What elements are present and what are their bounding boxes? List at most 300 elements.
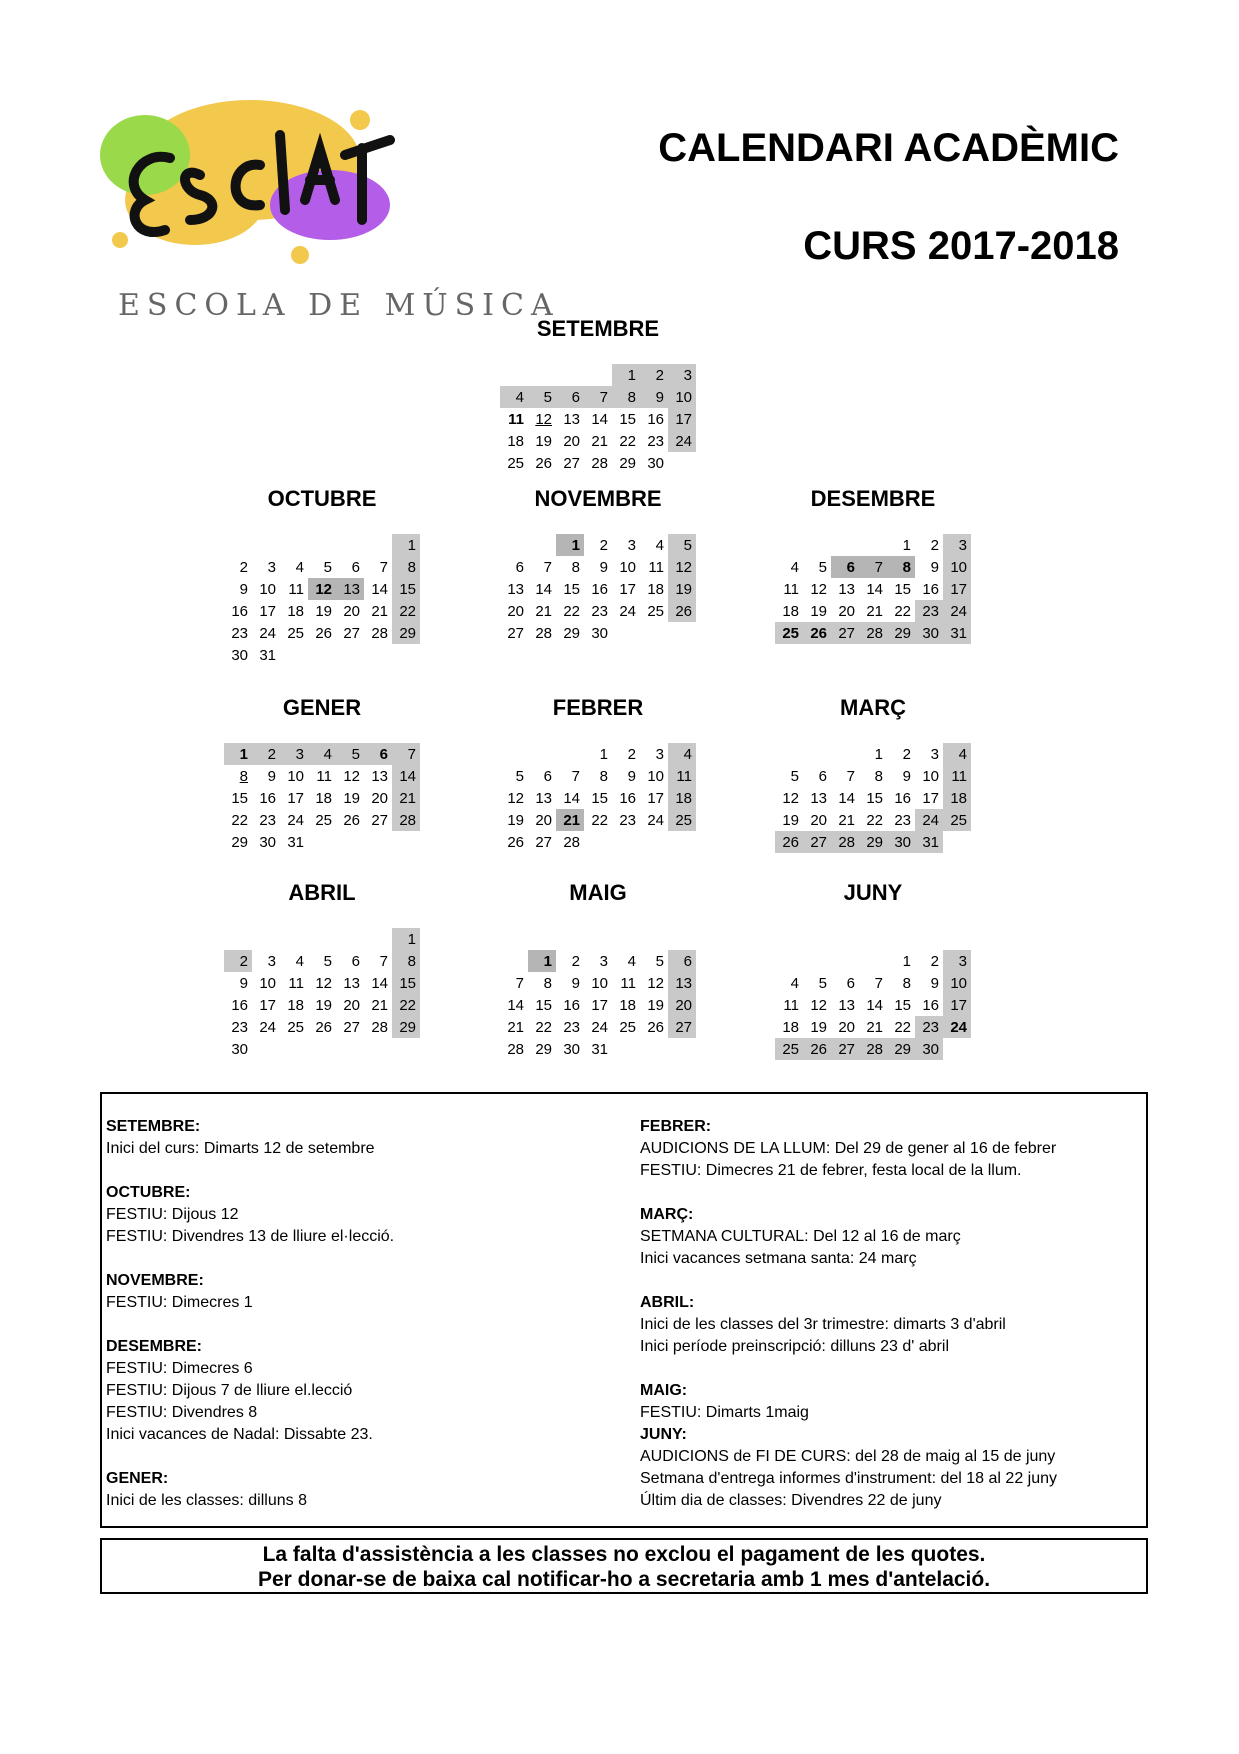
empty-cell [500,534,528,556]
month-marc [775,695,971,853]
day-cell: 9 [599,558,608,576]
empty-cell [392,1038,420,1060]
day-cell: 25 [507,454,524,472]
empty-cell [584,364,612,386]
month-name: JUNY [843,880,903,905]
day-cell: 14 [591,410,608,428]
day-cell: 28 [371,1018,388,1036]
notes-line: Setmana d'entrega informes d'instrument: del 18 al 22 juny [640,1470,1058,1487]
day-cell: 8 [612,386,640,408]
empty-cell [308,831,336,853]
footer-notice [100,1538,1148,1594]
day-cell: 7 [584,386,612,408]
day-cell: 15 [535,996,552,1014]
day-cell: 2 [599,536,608,554]
day-cell: 19 [668,578,696,600]
month-juny [775,880,971,1060]
day-cell: 12 [810,996,827,1014]
month-grid [224,534,420,666]
day-cell: 25 [943,809,971,831]
month-octubre [224,486,420,666]
empty-cell [528,534,556,556]
day-cell: 7 [571,767,580,785]
day-cell: 23 [591,602,608,620]
day-cell: 2 [252,743,280,765]
day-cell: 13 [838,996,855,1014]
day-cell: 4 [790,974,799,992]
day-cell: 3 [668,364,696,386]
day-cell: 3 [943,950,971,972]
day-cell: 20 [371,789,388,807]
day-cell: 22 [392,600,420,622]
month-name: GENER [282,695,362,720]
empty-cell [831,534,859,556]
day-cell: 25 [775,622,803,644]
day-cell: 5 [655,952,664,970]
day-cell: 23 [915,600,943,622]
empty-cell [336,928,364,950]
day-cell: 10 [259,974,276,992]
empty-cell [336,831,364,853]
day-cell: 20 [838,1018,855,1036]
day-cell: 9 [930,558,939,576]
day-cell: 4 [668,743,696,765]
day-cell: 24 [591,1018,608,1036]
day-cell: 9 [267,767,276,785]
day-cell: 27 [668,1016,696,1038]
footer-line-2: Per donar-se de baixa cal notificar-ho a secretaria amb 1 mes d'antelació. [257,1568,991,1591]
day-cell: 25 [287,624,304,642]
empty-cell [252,928,280,950]
day-cell: 17 [619,580,636,598]
day-cell: 7 [846,767,855,785]
empty-cell [224,928,252,950]
empty-cell [336,534,364,556]
day-cell: 5 [818,558,827,576]
notes-section [640,1380,1146,1424]
empty-cell [831,743,859,765]
day-cell: 8 [902,974,911,992]
notes-section [640,1292,1146,1358]
day-cell: 1 [902,952,911,970]
day-cell: 28 [392,809,420,831]
month-grid [224,928,420,1060]
day-cell: 8 [571,558,580,576]
day-cell: 21 [507,1018,524,1036]
day-cell: 7 [392,743,420,765]
day-cell: 31 [287,833,304,851]
empty-cell [308,644,336,666]
day-cell: 26 [535,454,552,472]
day-cell: 11 [288,580,304,598]
day-cell: 27 [371,811,388,829]
empty-cell [392,831,420,853]
day-cell: 22 [894,1018,911,1036]
day-cell: 18 [782,1018,799,1036]
empty-cell [831,950,859,972]
day-cell: 24 [619,602,636,620]
empty-cell [859,950,887,972]
day-cell: 23 [619,811,636,829]
month-grid [500,950,696,1060]
empty-cell [556,364,584,386]
day-cell: 26 [803,1038,831,1060]
day-cell: 25 [287,1018,304,1036]
day-cell: 6 [818,767,827,785]
notes-section-heading: DESEMBRE: [106,1338,203,1355]
day-cell: 21 [371,996,388,1014]
day-cell: 16 [647,410,664,428]
day-cell: 15 [866,789,883,807]
day-cell: 28 [371,624,388,642]
day-cell: 3 [280,743,308,765]
day-cell: 16 [619,789,636,807]
day-cell: 27 [803,831,831,853]
day-cell: 6 [543,767,552,785]
day-cell: 20 [343,996,360,1014]
day-cell: 16 [922,580,939,598]
day-cell: 1 [224,743,252,765]
day-cell: 15 [619,410,636,428]
month-name: MAIG [569,880,627,905]
day-cell: 29 [392,622,420,644]
month-name: ABRIL [288,880,356,905]
day-cell: 16 [894,789,911,807]
day-cell: 2 [640,364,668,386]
day-cell: 5 [818,974,827,992]
notes-line: FESTIU: Dimecres 6 [106,1360,253,1377]
day-cell: 21 [371,602,388,620]
day-cell: 24 [915,809,943,831]
notes-section-heading: JUNY: [640,1426,687,1443]
day-cell: 4 [295,558,304,576]
day-cell: 19 [507,811,524,829]
day-cell: 26 [668,600,696,622]
day-cell: 21 [591,432,608,450]
day-cell: 28 [507,1040,524,1058]
day-cell: 30 [563,1040,580,1058]
empty-cell [528,743,556,765]
empty-cell [280,1038,308,1060]
day-cell: 10 [287,767,304,785]
day-cell: 27 [343,624,360,642]
day-cell: 29 [887,622,915,644]
day-cell: 2 [239,558,248,576]
day-cell: 11 [508,410,524,428]
day-cell: 11 [668,765,696,787]
day-cell: 18 [668,787,696,809]
day-cell: 29 [563,624,580,642]
day-cell: 3 [930,745,939,763]
notes-line: Inici període preinscripció: dilluns 23 d' abril [640,1338,949,1355]
day-cell: 24 [259,1018,276,1036]
day-cell: 26 [315,1018,332,1036]
day-cell: 4 [790,558,799,576]
empty-cell [803,950,831,972]
notes-section [640,1116,1146,1182]
day-cell: 18 [315,789,332,807]
day-cell: 19 [782,811,799,829]
notes-line: Inici vacances setmana santa: 24 març [640,1250,917,1267]
day-cell: 13 [336,578,364,600]
notes-line: Últim dia de classes: Divendres 22 de juny [640,1492,942,1509]
empty-cell [803,534,831,556]
day-cell: 5 [323,952,332,970]
day-cell: 11 [783,996,799,1014]
day-cell: 11 [288,974,304,992]
empty-cell [556,743,584,765]
month-name: OCTUBRE [267,486,377,511]
day-cell: 23 [647,432,664,450]
month-grid [500,743,696,853]
empty-cell [252,534,280,556]
month-name: NOVEMBRE [534,486,662,511]
day-cell: 12 [782,789,799,807]
notes-right-column [640,1116,1146,1534]
notes-section-heading: MARÇ: [640,1206,694,1223]
day-cell: 13 [563,410,580,428]
day-cell: 26 [803,622,831,644]
month-name: SETEMBRE [536,316,660,341]
day-cell: 15 [392,972,420,994]
day-cell: 13 [535,789,552,807]
day-cell: 16 [922,996,939,1014]
day-cell: 15 [894,580,911,598]
day-cell: 4 [295,952,304,970]
day-cell: 3 [599,952,608,970]
day-cell: 29 [887,1038,915,1060]
day-cell: 2 [627,745,636,763]
day-cell: 19 [343,789,360,807]
day-cell: 11 [943,765,971,787]
day-cell: 16 [259,789,276,807]
day-cell: 10 [647,767,664,785]
day-cell: 19 [647,996,664,1014]
day-cell: 28 [859,1038,887,1060]
day-cell: 26 [315,624,332,642]
logo-subtitle: ESCOLA DE MÚSICA [118,288,560,323]
day-cell: 2 [224,950,252,972]
day-cell: 30 [915,622,943,644]
day-cell: 27 [507,624,524,642]
day-cell: 24 [647,811,664,829]
month-name: MARÇ [840,695,906,720]
day-cell: 23 [915,1016,943,1038]
day-cell: 6 [668,950,696,972]
day-cell: 24 [943,1016,971,1038]
day-cell: 12 [315,974,332,992]
day-cell: 8 [874,767,883,785]
day-cell: 12 [810,580,827,598]
day-cell: 22 [231,811,248,829]
day-cell: 10 [922,767,939,785]
day-cell: 10 [943,556,971,578]
day-cell: 13 [810,789,827,807]
day-cell: 6 [831,556,859,578]
footer-line-1: La falta d'assistència a les classes no exclou el pagament de les quotes. [262,1543,986,1566]
day-cell: 14 [507,996,524,1014]
notes-line: Inici del curs: Dimarts 12 de setembre [106,1140,375,1157]
notes-section-heading: MAIG: [640,1382,688,1399]
month-febrer [500,695,696,853]
day-cell: 26 [343,811,360,829]
day-cell: 23 [563,1018,580,1036]
day-cell: 6 [351,558,360,576]
day-cell: 18 [647,580,664,598]
day-cell: 29 [535,1040,552,1058]
day-cell: 23 [231,1018,248,1036]
notes-line: Inici vacances de Nadal: Dissabte 23. [106,1426,373,1443]
day-cell: 30 [231,646,248,664]
notes-line: Inici de les classes: dilluns 8 [106,1492,307,1509]
logo-splash-icon [100,80,400,290]
empty-cell [668,831,696,853]
day-cell: 27 [563,454,580,472]
day-cell: 4 [943,743,971,765]
day-cell: 1 [599,745,608,763]
day-cell: 20 [668,994,696,1016]
day-cell: 7 [543,558,552,576]
day-cell: 9 [627,767,636,785]
day-cell: 7 [379,952,388,970]
day-cell: 17 [259,996,276,1014]
notes-line: FESTIU: Dimecres 21 de febrer, festa local de la llum. [640,1162,1022,1179]
empty-cell [668,1038,696,1060]
day-cell: 9 [571,974,580,992]
day-cell: 13 [668,972,696,994]
day-cell: 20 [838,602,855,620]
day-cell: 6 [556,386,584,408]
day-cell: 14 [866,996,883,1014]
day-cell: 8 [599,767,608,785]
day-cell: 21 [392,787,420,809]
month-grid [224,743,420,853]
day-cell: 12 [535,410,552,428]
day-cell: 21 [866,602,883,620]
day-cell: 8 [239,767,248,785]
notes-section-heading: NOVEMBRE: [106,1272,204,1289]
notes-left-column [106,1116,626,1534]
day-cell: 29 [859,831,887,853]
day-cell: 5 [668,534,696,556]
empty-cell [280,644,308,666]
notes-section [106,1336,626,1446]
day-cell: 19 [535,432,552,450]
day-cell: 4 [655,536,664,554]
day-cell: 11 [316,767,332,785]
month-grid [775,950,971,1060]
day-cell: 10 [259,580,276,598]
day-cell: 15 [392,578,420,600]
day-cell: 9 [640,386,668,408]
day-cell: 22 [591,811,608,829]
day-cell: 18 [507,432,524,450]
day-cell: 17 [287,789,304,807]
day-cell: 25 [647,602,664,620]
day-cell: 7 [859,556,887,578]
day-cell: 17 [591,996,608,1014]
day-cell: 9 [239,974,248,992]
notes-line: FESTIU: Dijous 12 [106,1206,239,1223]
day-cell: 31 [943,622,971,644]
day-cell: 19 [810,1018,827,1036]
empty-cell [308,534,336,556]
empty-cell [364,831,392,853]
notes-section-heading: FEBRER: [640,1118,712,1135]
day-cell: 1 [392,534,420,556]
month-novembre [500,486,696,644]
day-cell: 31 [591,1040,608,1058]
day-cell: 18 [943,787,971,809]
empty-cell [336,1038,364,1060]
day-cell: 5 [515,767,524,785]
notes-section-heading: SETEMBRE: [106,1118,201,1135]
day-cell: 28 [859,622,887,644]
day-cell: 19 [315,996,332,1014]
day-cell: 18 [619,996,636,1014]
month-desembre [775,486,971,644]
day-cell: 25 [775,1038,803,1060]
day-cell: 1 [392,928,420,950]
day-cell: 16 [563,996,580,1014]
day-cell: 12 [343,767,360,785]
day-cell: 25 [315,811,332,829]
day-cell: 30 [915,1038,943,1060]
empty-cell [364,534,392,556]
day-cell: 6 [515,558,524,576]
day-cell: 13 [838,580,855,598]
day-cell: 17 [922,789,939,807]
notes-line: SETMANA CULTURAL: Del 12 al 16 de març [640,1228,961,1245]
empty-cell [364,1038,392,1060]
empty-cell [668,622,696,644]
day-cell: 29 [619,454,636,472]
notes-line: AUDICIONS de FI DE CURS: del 28 de maig al 15 de juny [640,1448,1056,1465]
notes-line: FESTIU: Divendres 8 [106,1404,258,1421]
day-cell: 20 [535,811,552,829]
day-cell: 10 [668,386,696,408]
empty-cell [500,950,528,972]
day-cell: 14 [371,580,388,598]
day-cell: 8 [392,950,420,972]
empty-cell [612,1038,640,1060]
day-cell: 9 [902,767,911,785]
day-cell: 5 [790,767,799,785]
day-cell: 16 [231,996,248,1014]
day-cell: 8 [887,556,915,578]
day-cell: 2 [930,536,939,554]
day-cell: 3 [627,536,636,554]
day-cell: 30 [647,454,664,472]
day-cell: 9 [930,974,939,992]
day-cell: 29 [392,1016,420,1038]
day-cell: 10 [943,972,971,994]
day-cell: 16 [231,602,248,620]
empty-cell [336,644,364,666]
day-cell: 28 [591,454,608,472]
day-cell: 31 [259,646,276,664]
day-cell: 23 [231,624,248,642]
empty-cell [803,743,831,765]
day-cell: 13 [343,974,360,992]
month-name: FEBRER [552,695,644,720]
day-cell: 28 [535,624,552,642]
month-name: DESEMBRE [810,486,936,511]
day-cell: 21 [866,1018,883,1036]
day-cell: 7 [379,558,388,576]
notes-line: FESTIU: Dimarts 1maig [640,1404,809,1421]
day-cell: 17 [943,578,971,600]
